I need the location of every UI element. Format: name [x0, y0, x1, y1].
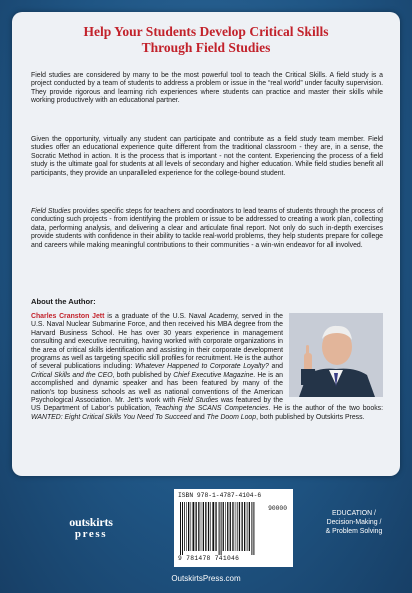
author-bio [31, 313, 383, 422]
publisher-logo-bottom: press [74, 528, 108, 540]
publication-title: Field Studies [177, 397, 219, 405]
category-line-3: & Problem Solving [325, 528, 383, 535]
publication-title: WANTED: Eight Critical Skills You Need To Succeed [31, 413, 192, 421]
title-line-2: Through Field Studies [141, 40, 271, 55]
paragraph-intro: Field studies are considered by many to be the most powerful tool to teach the Critical Skills. A field study is a project conducted by a team of students to address a problem or issue in the “real world” under faculty supervision. They provide rigorous and learning rich experiences where students can practice and master their skills while working productively with an educational partner. [31, 72, 383, 105]
publication-title: The Doom Loop [206, 413, 257, 421]
author-photo [289, 313, 383, 397]
publisher-website: OutskirtsPress.com [171, 574, 241, 583]
publication-title: Whatever Happened to Corporate Loyalty? [135, 363, 269, 371]
book-description-text: provides specific steps for teachers and coordinators to lead teams of students through the process of conducting such projects - from identifying the problem or issue to be addressed to creating a work plan, collecting data, performing analysis, and delivering a clear and articulate final report. Not only do such in-depth exercises provide students with confidence in their ability to tackle real-world problems, they help students prepare for college and careers while making meaningful contributions to their communities - a win-win endeavor for all involved. [31, 208, 384, 249]
author-bio-text: , both published by [112, 371, 174, 379]
paragraph-opportunity: Given the opportunity, virtually any student can participate and contribute as a field study team member. Field studies offer an educational experience quite different from the traditional classroom - they are, in a sense, the Socratic Method in action. It is the process that is important - not the content. Experiencing the process of a field study is the ultimate goal for students at all levels of secondary and higher education. While field studies benefit all participants, they provide an unparalleled experience for the college-bound student. [31, 136, 383, 177]
category-label [300, 509, 408, 536]
publication-title: Critical Skills and the CEO [31, 371, 113, 379]
author-bio-text: . He is an accomplished and dynamic speaker and has been featured by many of the nation’s top business schools as well as national conventions of the American Psychological Association. Mr. Jett’s work with [31, 371, 283, 405]
about-author-heading: About the Author: [31, 297, 96, 306]
publisher-logo [63, 516, 119, 540]
category-line-1: EDUCATION / [332, 510, 376, 517]
author-name: Charles Cranston Jett [31, 313, 105, 320]
price-code: 90000 [268, 505, 287, 512]
title-line-1: Help Your Students Develop Critical Skills [83, 24, 329, 39]
isbn-text: ISBN 978-1-4787-4104-6 [178, 492, 262, 499]
category-line-2: Decision-Making / [326, 519, 382, 526]
publication-title: Chief Executive Magazine [173, 371, 254, 379]
author-bio-text: . He is the author of the two books: [268, 405, 384, 413]
author-portrait-image [289, 313, 383, 397]
author-bio-text: and [268, 363, 284, 371]
author-bio-text: was featured by the US Department of Labor’s publication, [31, 397, 284, 413]
publication-title: Teaching the SCANS Competencies [154, 405, 269, 413]
author-bio-text: is a graduate of the U.S. Naval Academy, served in the U.S. Naval Nuclear Submarine Force, and then received his MBA degree from the Harvard Business School. He has over 30 years experience in management consulting and executive recruiting, having worked with corporate organizations in the area of critical skills identification and assisting in their corporate development programs as well as targeting specific skill profiles for recruitment. He is the author of several publications including: [31, 313, 283, 371]
barcode [174, 489, 293, 567]
barcode-bars [178, 502, 258, 555]
book-title: Field Studies [31, 208, 71, 215]
author-bio-text: , both published by Outskirts Press. [256, 413, 365, 421]
publisher-logo-top: outskirts [69, 515, 113, 529]
barcode-number: 9 781478 741046 [178, 555, 240, 562]
author-bio-text: and [191, 413, 207, 421]
paragraph-book-description [31, 208, 383, 250]
